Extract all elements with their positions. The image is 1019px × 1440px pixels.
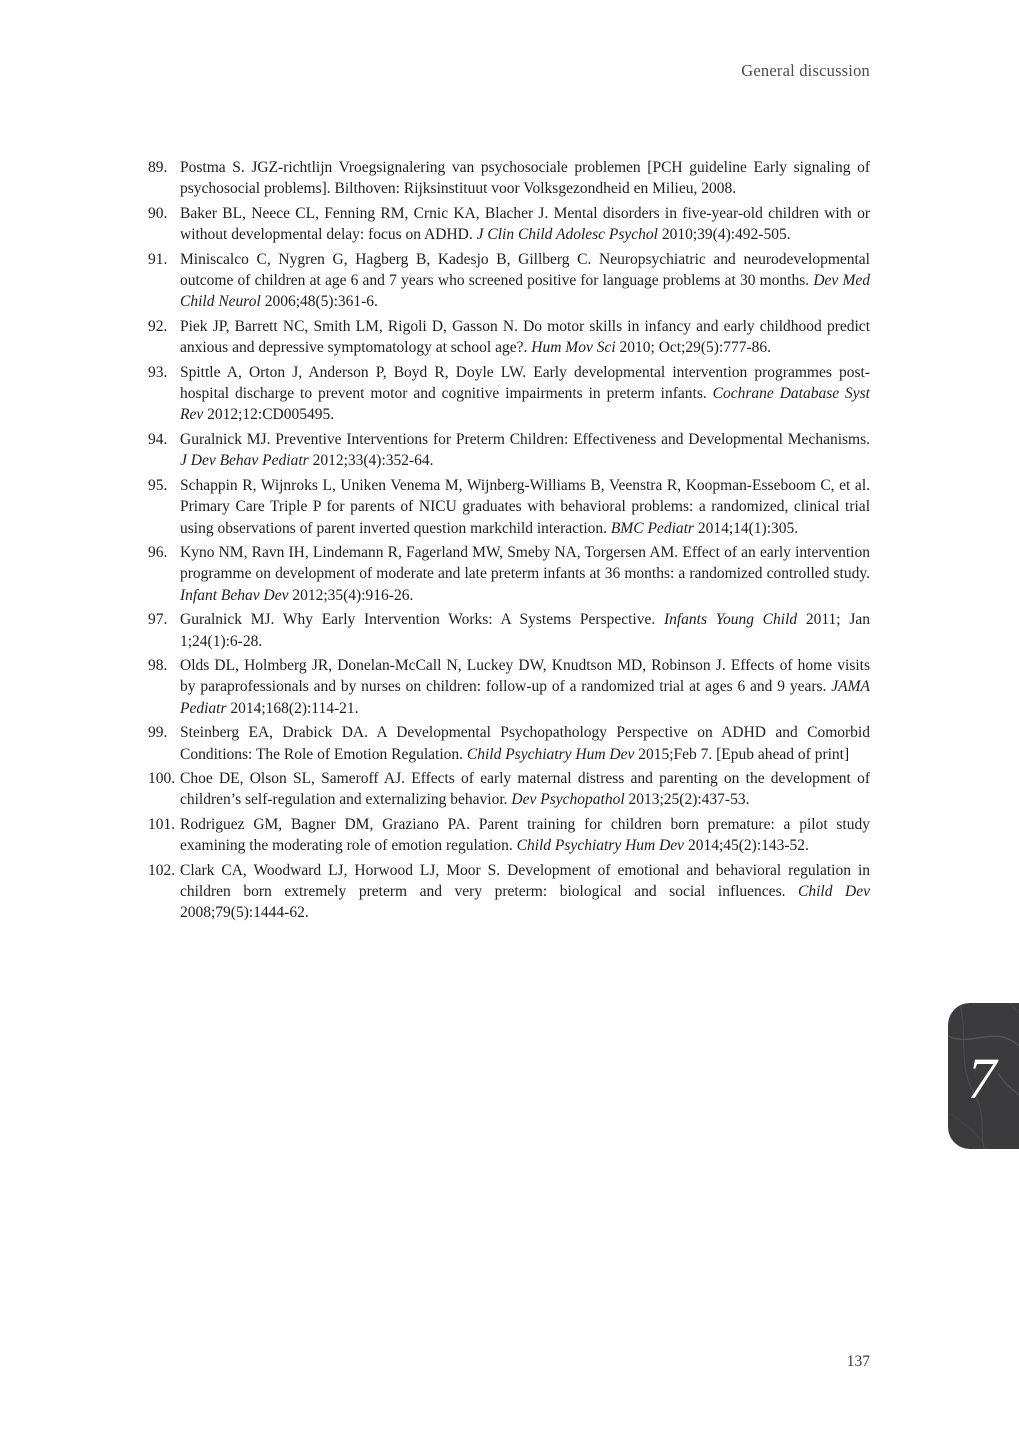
journal-name: Hum Mov Sci: [531, 339, 616, 357]
reference-item: [148, 316, 870, 359]
chapter-number: 7: [967, 1046, 997, 1111]
ref-segment: 2010;39(4):492-505.: [658, 226, 791, 244]
reference-number: 92.: [148, 317, 168, 335]
reference-item: [148, 475, 870, 539]
ref-segment: 2012;35(4):916-26.: [288, 586, 414, 604]
journal-name: J Clin Child Adolesc Psychol: [476, 226, 658, 244]
journal-name: Dev Med Child Neurol: [180, 272, 870, 311]
reference-text: [180, 655, 870, 719]
ref-segment: Steinberg EA, Drabick DA. A Developmental Psychopathology Perspective on ADHD and Comorbid Conditions: The Role of Emotion Regulation.: [180, 724, 870, 763]
references-list: [148, 157, 870, 927]
reference-number: 94.: [148, 430, 168, 448]
reference-item: [148, 609, 870, 652]
reference-number: 93.: [148, 363, 168, 381]
ref-segment: Schappin R, Wijnroks L, Uniken Venema M, Wijnberg-Williams B, Veenstra R, Koopman-Esseboom C, et al. Primary Care Triple P for parents of NICU graduates with behavioral problems: a randomized, clinical trial using observations of parent inverted question markchild interaction.: [180, 476, 870, 537]
ref-segment: 2015;Feb 7. [Epub ahead of print]: [634, 745, 850, 763]
journal-name: Dev Psychopathol: [511, 791, 625, 809]
ref-segment: Spittle A, Orton J, Anderson P, Boyd R, Doyle LW. Early developmental intervention programmes post-hospital discharge to prevent motor and cognitive impairments in preterm infants.: [180, 363, 870, 403]
reference-text: [180, 609, 870, 652]
reference-item: [148, 249, 870, 313]
ref-segment: 2014;14(1):305.: [693, 519, 799, 537]
ref-segment: 2008;79(5):1444-62.: [180, 904, 309, 922]
reference-item: [148, 814, 870, 857]
reference-text: [180, 475, 870, 539]
ref-segment: Rodriguez GM, Bagner DM, Graziano PA. Parent training for children born premature: a pilot study examining the moderating role of emotion regulation.: [180, 815, 870, 855]
journal-name: J Dev Behav Pediatr: [180, 452, 309, 470]
chapter-tab: [948, 1003, 1019, 1149]
reference-number: 95.: [148, 476, 168, 494]
reference-number: 99.: [148, 724, 168, 742]
journal-name: Child Psychiatry Hum Dev: [516, 837, 685, 855]
reference-number: 89.: [148, 159, 168, 176]
reference-item: [148, 157, 870, 200]
running-header: General discussion: [741, 61, 870, 80]
reference-text: [180, 814, 870, 857]
reference-item: [148, 203, 870, 246]
reference-text: [180, 542, 870, 606]
reference-number: 102.: [148, 861, 176, 879]
page-number: 137: [846, 1353, 870, 1370]
reference-number: 96.: [148, 543, 168, 561]
ref-segment: 2012;33(4):352-64.: [308, 452, 434, 470]
ref-segment: 2012;12:CD005495.: [203, 406, 335, 424]
reference-text: [180, 722, 870, 765]
reference-number: 101.: [148, 815, 176, 833]
ref-segment: 2014;168(2):114-21.: [226, 699, 359, 717]
journal-name: Cochrane Database Syst Rev: [180, 385, 870, 424]
ref-segment: 2014;45(2):143-52.: [684, 837, 809, 855]
reference-item: [148, 429, 870, 472]
journal-name: Child Psychiatry Hum Dev: [466, 745, 635, 763]
ref-segment: 2011; Jan 1;24(1):6-28.: [180, 611, 870, 650]
reference-text: [180, 316, 870, 359]
ref-segment: Guralnick MJ. Preventive Interventions for Preterm Children: Effectiveness and Developmental Mechanisms.: [180, 430, 870, 448]
reference-number: 98.: [148, 656, 168, 674]
ref-segment: 2013;25(2):437-53.: [624, 791, 750, 809]
ref-segment: Miniscalco C, Nygren G, Hagberg B, Kadesjo B, Gillberg C. Neuropsychiatric and neurodevelopmental outcome of children at age 6 and 7 years who screened positive for language problems at 30 months.: [180, 250, 870, 290]
reference-text: [180, 429, 870, 472]
journal-name: JAMA Pediatr: [180, 678, 870, 717]
reference-text: [180, 860, 870, 924]
reference-number: 90.: [148, 204, 168, 222]
ref-segment: Kyno NM, Ravn IH, Lindemann R, Fagerland MW, Smeby NA, Torgersen AM. Effect of an early intervention programme on development of moderate and late preterm infants at 36 months: a randomized controlled study.: [180, 543, 870, 583]
reference-item: [148, 362, 870, 426]
reference-item: [148, 768, 870, 811]
ref-segment: Guralnick MJ. Why Early Intervention Works: A Systems Perspective.: [180, 611, 664, 629]
ref-segment: 2006;48(5):361-6.: [260, 293, 378, 311]
reference-item: [148, 860, 870, 924]
reference-text: [180, 157, 870, 200]
reference-text: [180, 362, 870, 426]
journal-name: BMC Pediatr: [610, 519, 694, 537]
ref-segment: Piek JP, Barrett NC, Smith LM, Rigoli D, Gasson N. Do motor skills in infancy and early childhood predict anxious and depressive symptomatology at school age?.: [180, 317, 870, 357]
reference-text: [180, 768, 870, 811]
ref-segment: Postma S. JGZ-richtlijn Vroegsignalering van psychosociale problemen [PCH guideline Early signaling of psychosocial problems]. Bilthoven: Rijksinstituut voor Volksgezondheid en Milieu, 2008.: [180, 159, 870, 198]
reference-text: [180, 249, 870, 313]
journal-name: Child Dev: [798, 883, 870, 900]
ref-segment: 2010; Oct;29(5):777-86.: [615, 339, 772, 357]
ref-segment: Olds DL, Holmberg JR, Donelan-McCall N, Luckey DW, Knudtson MD, Robinson J. Effects of home visits by paraprofessionals and by nurses on children: follow-up of a randomized trial at ages 6 and 9 years.: [180, 656, 870, 696]
ref-segment: Clark CA, Woodward LJ, Horwood LJ, Moor S. Development of emotional and behavioral regulation in children born extremely preterm and very preterm: biological and social influences.: [180, 861, 870, 900]
reference-text: [180, 203, 870, 246]
reference-number: 97.: [148, 611, 168, 629]
reference-number: 100.: [148, 769, 176, 787]
journal-name: Infant Behav Dev: [180, 586, 289, 604]
ref-segment: Choe DE, Olson SL, Sameroff AJ. Effects of early maternal distress and parenting on the development of children’s self-regulation and externalizing behavior.: [180, 769, 870, 809]
journal-name: Infants Young Child: [663, 611, 798, 629]
reference-number: 91.: [148, 250, 168, 268]
ref-segment: Baker BL, Neece CL, Fenning RM, Crnic KA, Blacher J. Mental disorders in five-year-old children with or without developmental delay: focus on ADHD.: [180, 204, 870, 244]
reference-item: [148, 722, 870, 765]
reference-item: [148, 655, 870, 719]
reference-item: [148, 542, 870, 606]
